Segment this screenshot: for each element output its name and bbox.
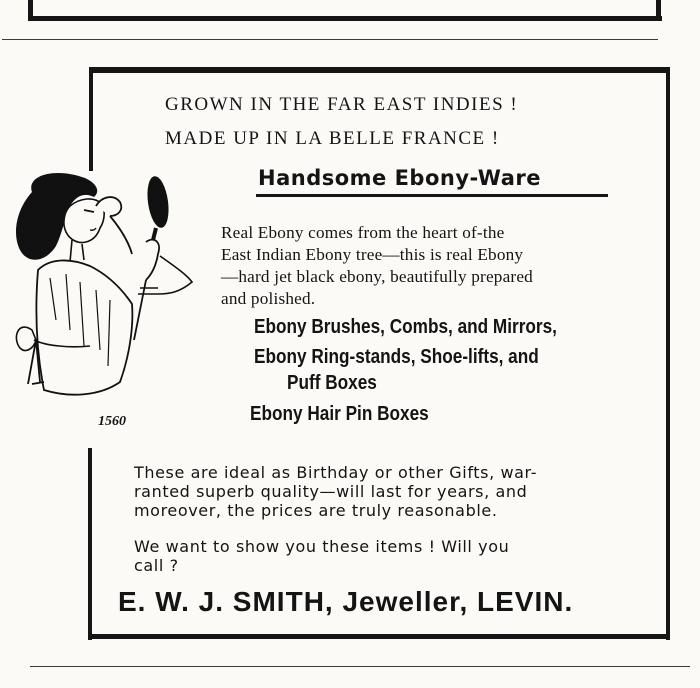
- intro-paragraph: [221, 222, 643, 310]
- artist-number: 1560: [98, 414, 126, 429]
- product-puff-boxes: Puff Boxes: [287, 372, 377, 394]
- gift-line: moreover, the prices are truly reasonable.: [134, 501, 498, 520]
- product-ring-stands-shoe-lifts: Ebony Ring-stands, Shoe-lifts, and: [254, 346, 539, 368]
- ad-border-left: [89, 67, 93, 171]
- ad-border-right: [666, 67, 670, 640]
- intro-line: East Indian Ebony tree—this is real Ebony: [221, 245, 524, 264]
- call-paragraph: [134, 537, 620, 575]
- product-brushes-combs-mirrors: Ebony Brushes, Combs, and Mirrors,: [254, 316, 557, 338]
- column-rule-bottom: [30, 666, 690, 667]
- ad-border-top: [89, 67, 669, 73]
- ad-title: Handsome Ebony-Ware: [258, 166, 541, 190]
- jeweller-signature: E. W. J. SMITH, Jeweller, LEVIN.: [118, 586, 574, 617]
- gift-line: These are ideal as Birthday or other Gifts, war-: [134, 463, 538, 482]
- gift-line: ranted superb quality—will last for years, and: [134, 482, 528, 501]
- call-line: call ?: [134, 556, 179, 575]
- ad-border-bottom: [88, 634, 670, 639]
- intro-line: Real Ebony comes from the heart of-the: [221, 223, 505, 242]
- headline-far-east: GROWN IN THE FAR EAST INDIES !: [165, 94, 519, 115]
- gift-paragraph: [134, 463, 620, 520]
- previous-ad-border-right: [656, 0, 661, 20]
- previous-ad-border-left: [28, 0, 33, 20]
- product-hair-pin-boxes: Ebony Hair Pin Boxes: [250, 403, 429, 425]
- headline-la-belle-france: MADE UP IN LA BELLE FRANCE !: [165, 128, 500, 149]
- call-line: We want to show you these items ! Will you: [134, 537, 510, 556]
- previous-ad-border-bottom: [28, 16, 662, 21]
- intro-line: —hard jet black ebony, beautifully prepared: [221, 267, 533, 286]
- woman-with-hand-mirror-illustration: [10, 170, 210, 430]
- column-rule-top: [2, 39, 658, 40]
- ad-border-left-lower: [88, 448, 92, 640]
- title-underline: [256, 194, 608, 197]
- intro-line: and polished.: [221, 289, 316, 308]
